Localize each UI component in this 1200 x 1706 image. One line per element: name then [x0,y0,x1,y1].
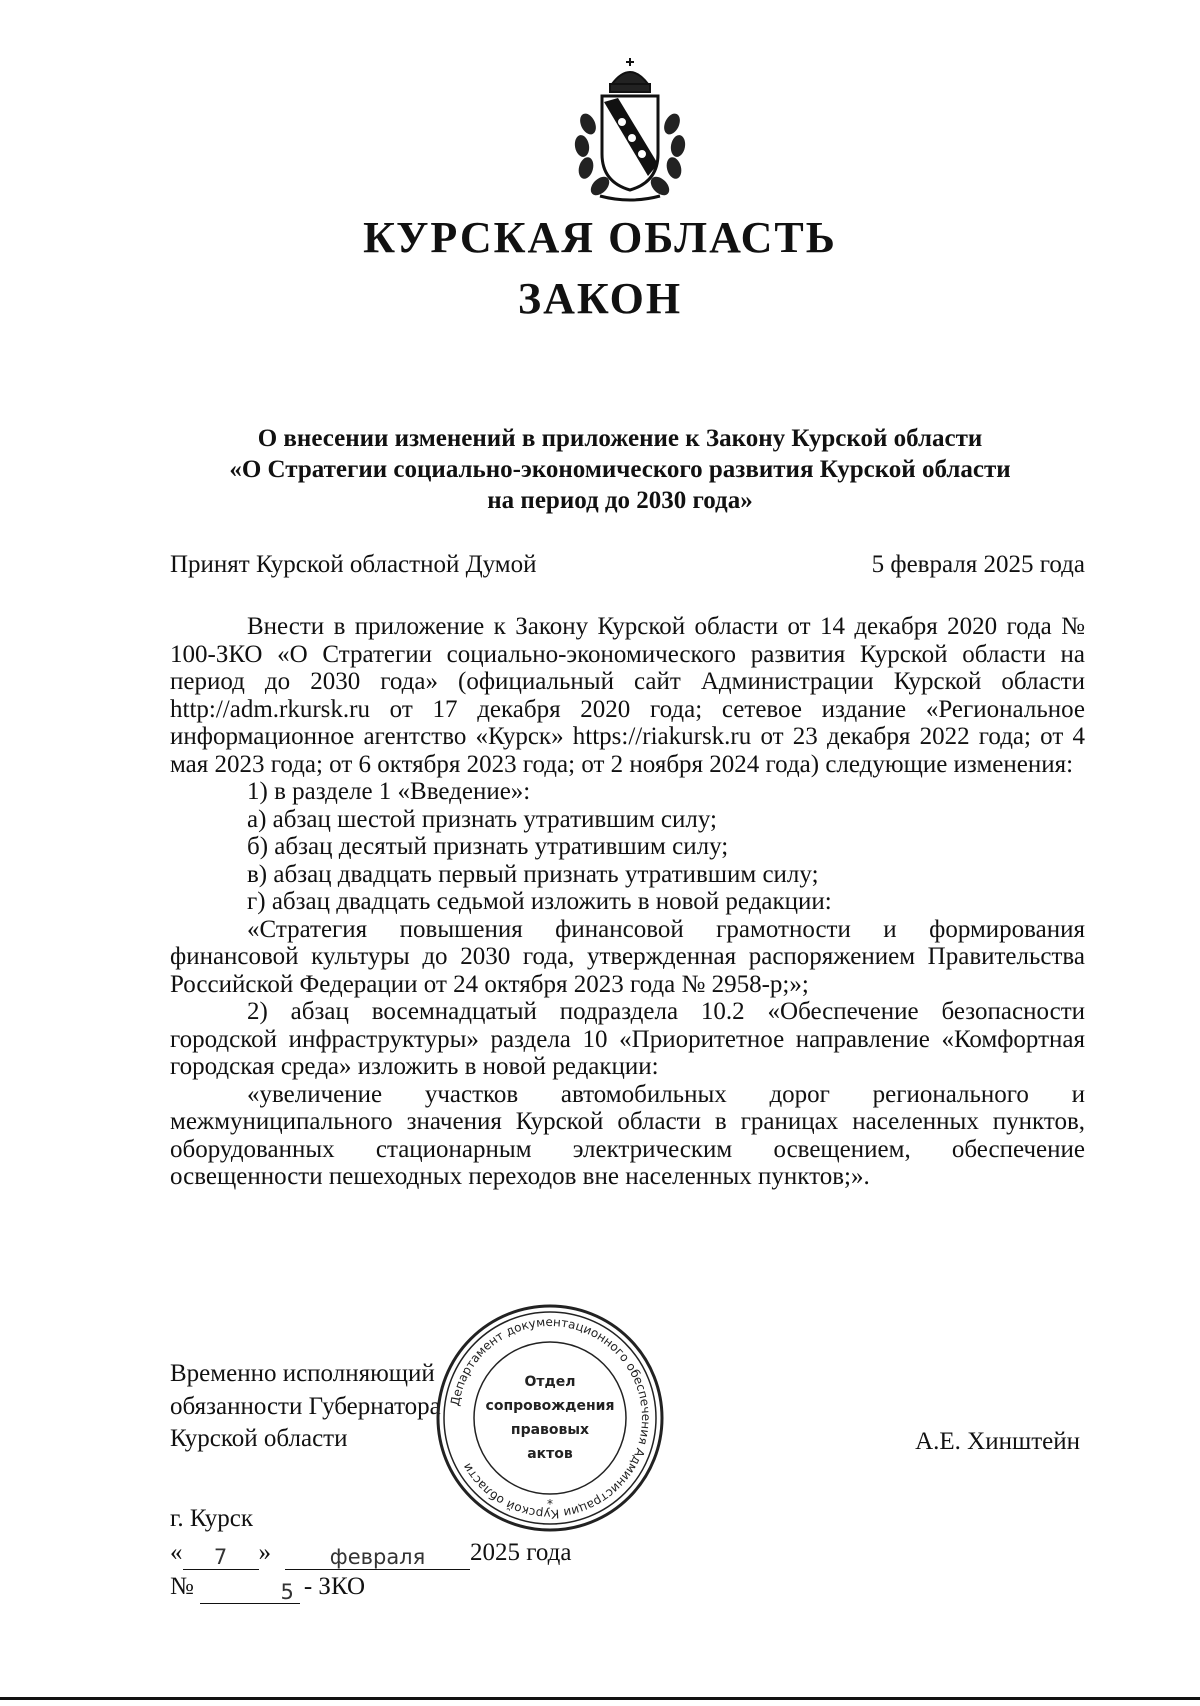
body-paragraph: 1) в разделе 1 «Введение»: [247,778,531,805]
number-sign: № [170,1573,194,1600]
adoption-line [170,551,1085,579]
svg-text:*: * [547,1497,553,1511]
adopted-by: Принят Курской областной Думой [170,551,537,578]
signatory-name: А.Е. Хинштейн [915,1428,1080,1455]
date-month: февраля [285,1545,470,1570]
svg-text:Отдел: Отдел [524,1374,576,1390]
place-line [170,1502,571,1536]
body-paragraph: в) абзац двадцать первый признать утратившим силу; [247,860,819,888]
region-heading: КУРСКАЯ ОБЛАСТЬ [363,213,837,262]
law-title-line: на период до 2030 года» [487,487,753,514]
body-paragraph: г) абзац двадцать седьмой изложить в новой редакции: [247,888,832,915]
official-stamp [432,1300,668,1536]
page-edge-line [0,1697,1200,1700]
date-line [170,1536,571,1570]
svg-text:сопровождения: сопровождения [485,1398,615,1414]
place: г. Курск [170,1505,253,1532]
body-paragraph: «Стратегия повышения финансовой грамотности и формирования финансовой культуры до 2030 года, утвержденная распоряжением Правительства Российской Федерации от 24 октября 2023 года № 2958-р;»; [170,915,1085,998]
close-quote: » [258,1539,271,1566]
svg-text:Департамент документационного: Департамент документационного обеспечения Администрации Курской области [447,1314,654,1522]
law-title [150,423,1090,516]
signatory-position-line: Курской области [170,1425,348,1452]
body-paragraph: а) абзац шестой признать утратившим силу; [247,805,717,833]
adoption-date: 5 февраля 2025 года [871,551,1085,578]
open-quote: « [170,1539,183,1566]
svg-text:актов: актов [527,1446,573,1462]
law-title-line: «О Стратегии социально-экономического развития Курской области [229,456,1011,483]
body-paragraph: б) абзац десятый признать утратившим силу; [247,833,729,860]
number-suffix: - ЗКО [303,1573,366,1600]
signatory-position [170,1358,441,1456]
body-paragraph: «увеличение участков автомобильных дорог регионального и межмуниципального значения Курской области в границах населенных пунктов, оборудованных стационарным электрическим освещением, обеспечение освещенности пешеходных переходов вне населенных пунктов;». [170,1080,1085,1190]
coat-of-arms-icon [560,54,700,204]
document-type-heading: ЗАКОН [517,274,683,323]
law-title-line: О внесении изменений в приложение к Закону Курской области [257,425,983,452]
law-body [170,613,1085,1191]
signatory-position-line: Временно исполняющий [170,1360,435,1387]
signatory-position-line: обязанности Губернатора [170,1392,441,1420]
date-day: 7 [183,1545,259,1570]
law-number: 5 [200,1580,300,1604]
body-paragraph: Внести в приложение к Закону Курской области от 14 декабря 2020 года № 100-ЗКО «О Стратегии социально-экономического развития Курской области на период до 2030 года» (официальный сайт Администрации Курской области http://adm.rkursk.ru от 17 декабря 2020 года; сетевое издание «Региональное информационное агентство «Курск» https://riakursk.ru от 23 декабря 2022 года; от 4 мая 2023 года; от 6 октября 2023 года; от 2 ноября 2024 года) следующие изменения: [170,613,1085,778]
date-year: 2025 года [470,1539,572,1566]
body-paragraph: 2) абзац восемнадцатый подраздела 10.2 «Обеспечение безопасности городской инфраструктуры» раздела 10 «Приоритетное направление «Комфортная городская среда» изложить в новой редакции: [170,998,1085,1080]
svg-text:правовых: правовых [510,1422,590,1438]
place-date-number [170,1502,571,1604]
number-line [170,1570,571,1604]
